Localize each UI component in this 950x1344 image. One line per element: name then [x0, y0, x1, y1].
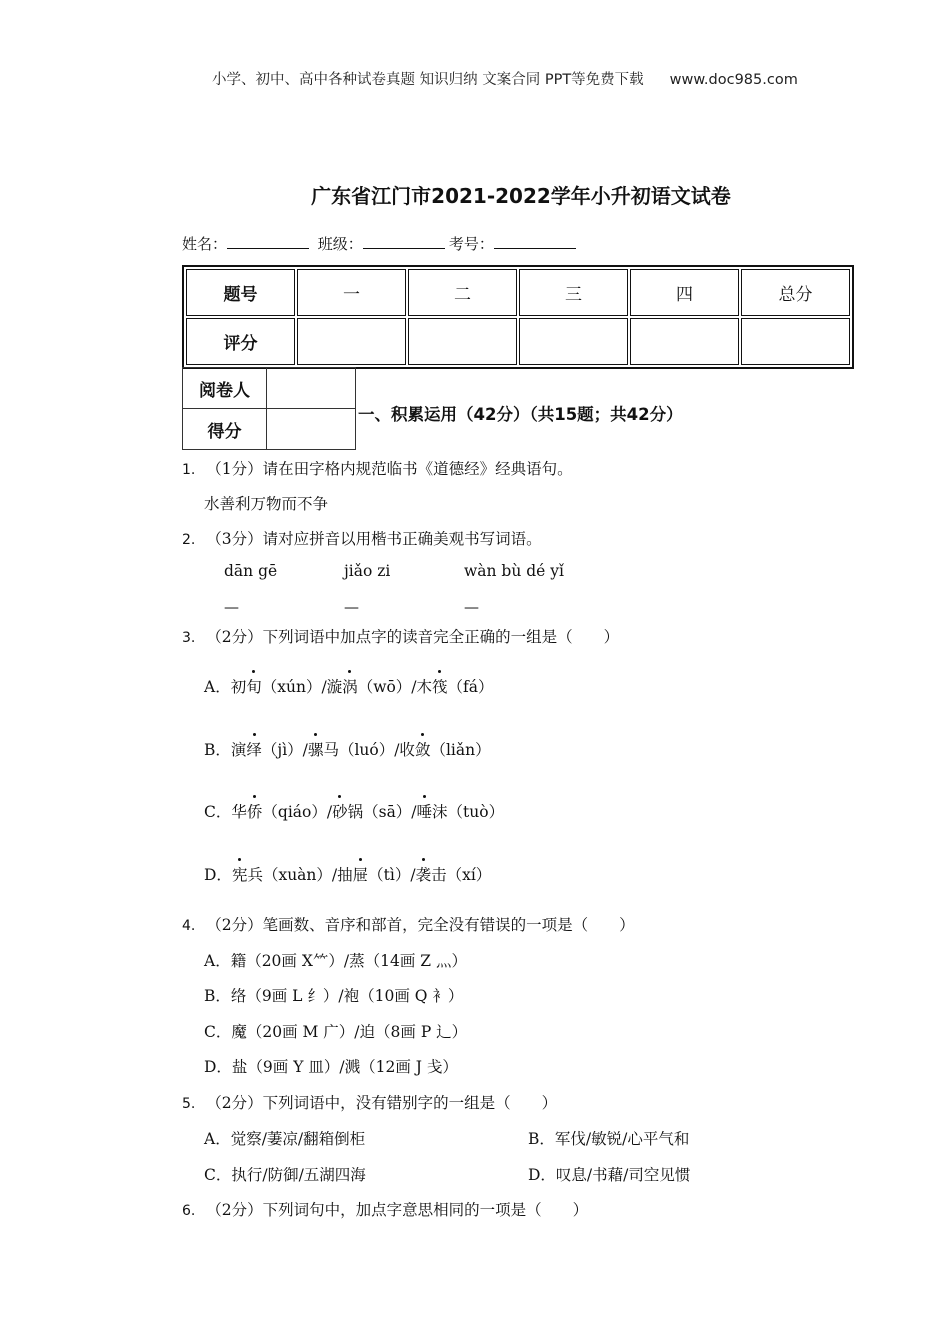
question-number: 5. — [182, 1096, 196, 1112]
option-label: A． — [204, 678, 231, 696]
page-title: 广东省江门市2021-2022学年小升初语文试卷 — [311, 184, 731, 208]
option-text: （xún）/漩 — [261, 678, 343, 696]
score-header-cell: 总分 — [741, 269, 850, 316]
option-text: 击（xí） — [431, 866, 492, 884]
pinyin-3: wàn bù dé yǐ — [464, 562, 564, 580]
option-c[interactable]: C．执行/防御/五湖四海 — [204, 1166, 366, 1184]
score-row — [186, 318, 850, 365]
page-header — [212, 68, 798, 89]
option-text: （wō）/木 — [357, 678, 433, 696]
option-text: （qiáo）/ — [262, 803, 333, 821]
header-text: 小学、初中、高中各种试卷真题 知识归纳 文案合同 PPT等免费下载 — [212, 72, 644, 88]
answer-blank-1[interactable]: — — [224, 598, 239, 616]
option-text: （tì）/ — [368, 866, 416, 884]
option-text: 兵（xuàn）/抽 — [247, 866, 353, 884]
name-label: 姓名： — [182, 235, 228, 253]
option-a[interactable]: A．籍（20画 X⺮）/蒸（14画 Z 灬） — [204, 952, 467, 970]
question-number: 3. — [182, 630, 196, 646]
question-number: 4. — [182, 918, 196, 934]
section-heading: 一、积累运用（42分）（共15题；共42分） — [358, 405, 683, 424]
option-c[interactable] — [204, 800, 504, 822]
grader-reader-cell[interactable] — [267, 368, 356, 409]
question-text: （1分）请在田字格内规范临书《道德经》经典语句。 — [206, 460, 573, 478]
class-blank[interactable] — [363, 234, 445, 249]
option-text: 初 — [230, 678, 247, 696]
option-d[interactable]: D．叹息/书藉/司空见惯 — [528, 1166, 691, 1184]
option-label: C． — [204, 803, 232, 821]
question-1-line: 水善利万物而不争 — [204, 495, 329, 513]
question-number: 6. — [182, 1203, 196, 1219]
header-url[interactable]: www.doc985.com — [669, 72, 798, 88]
grader-score-label: 得分 — [183, 409, 267, 450]
option-b[interactable]: B．军伐/敏锐/心平气和 — [528, 1130, 690, 1148]
score-cell[interactable] — [630, 318, 739, 365]
option-text: （liǎn） — [430, 741, 491, 759]
question-2 — [182, 527, 542, 549]
question-6 — [182, 1198, 588, 1220]
grader-score-cell[interactable] — [267, 409, 356, 450]
score-table — [182, 265, 854, 369]
dotted-char: 涡 — [342, 675, 358, 697]
option-b[interactable] — [204, 738, 491, 760]
question-text: （2分）笔画数、音序和部首，完全没有错误的一项是（ ） — [206, 916, 635, 934]
dotted-char: 敛 — [415, 738, 431, 760]
question-number: 2. — [182, 532, 196, 548]
dotted-char: 宪 — [232, 863, 248, 885]
option-text: 锅（sā）/ — [347, 803, 417, 821]
score-cell[interactable] — [519, 318, 628, 365]
class-label: 班级： — [317, 235, 363, 253]
dotted-char: 筏 — [432, 675, 448, 697]
dotted-char: 绎 — [246, 738, 262, 760]
score-cell[interactable] — [408, 318, 517, 365]
question-text: （2分）下列词语中加点字的读音完全正确的一组是（ ） — [206, 628, 620, 646]
option-b[interactable]: B．络（9画 L 纟）/袍（10画 Q 衤） — [204, 987, 464, 1005]
score-row-label: 评分 — [186, 318, 295, 365]
score-cell[interactable] — [297, 318, 406, 365]
number-label: 考号： — [448, 235, 494, 253]
option-d[interactable]: D．盐（9画 Y 皿）/溅（12画 J 戋） — [204, 1058, 458, 1076]
option-label: B． — [204, 741, 231, 759]
option-text: 演 — [230, 741, 247, 759]
student-info — [182, 233, 580, 254]
dotted-char: 砂 — [332, 800, 348, 822]
question-number: 1. — [182, 462, 196, 478]
dotted-char: 唾 — [417, 800, 433, 822]
option-text: 马（luó）/收 — [323, 741, 415, 759]
dotted-char: 袭 — [416, 863, 432, 885]
question-1 — [182, 457, 573, 479]
score-header-cell: 三 — [519, 269, 628, 316]
score-header-cell: 二 — [408, 269, 517, 316]
name-blank[interactable] — [227, 234, 309, 249]
option-label: D． — [204, 866, 232, 884]
option-text: 华 — [231, 803, 247, 821]
question-text: （2分）下列词句中，加点字意思相同的一项是（ ） — [206, 1201, 589, 1219]
question-text: （2分）下列词语中，没有错别字的一组是（ ） — [206, 1094, 558, 1112]
dotted-char: 骡 — [308, 738, 324, 760]
answer-blank-3[interactable]: — — [464, 598, 479, 616]
grader-table — [182, 367, 356, 450]
pinyin-1: dān gē — [224, 562, 278, 580]
option-d[interactable] — [204, 863, 491, 885]
grader-reader-label: 阅卷人 — [183, 368, 267, 409]
option-a[interactable] — [204, 675, 494, 697]
option-text: 沫（tuò） — [432, 803, 505, 821]
dotted-char: 屉 — [353, 863, 369, 885]
option-a[interactable]: A．觉察/萋凉/翻箱倒柜 — [204, 1130, 366, 1148]
score-cell[interactable] — [741, 318, 850, 365]
number-blank[interactable] — [494, 234, 576, 249]
score-header-cell: 四 — [630, 269, 739, 316]
option-c[interactable]: C．魔（20画 M 广）/迫（8画 P 辶） — [204, 1023, 468, 1041]
dotted-char: 侨 — [247, 800, 263, 822]
score-header-row — [186, 269, 850, 316]
question-3 — [182, 625, 619, 647]
question-4 — [182, 913, 635, 935]
answer-blank-2[interactable]: — — [344, 598, 359, 616]
question-text: （3分）请对应拼音以用楷书正确美观书写词语。 — [206, 530, 542, 548]
question-5 — [182, 1091, 557, 1113]
option-text: （fá） — [447, 678, 494, 696]
option-text: （jì）/ — [261, 741, 308, 759]
pinyin-2: jiǎo zi — [344, 562, 391, 580]
dotted-char: 旬 — [246, 675, 262, 697]
score-header-cell: 题号 — [186, 269, 295, 316]
score-header-cell: 一 — [297, 269, 406, 316]
